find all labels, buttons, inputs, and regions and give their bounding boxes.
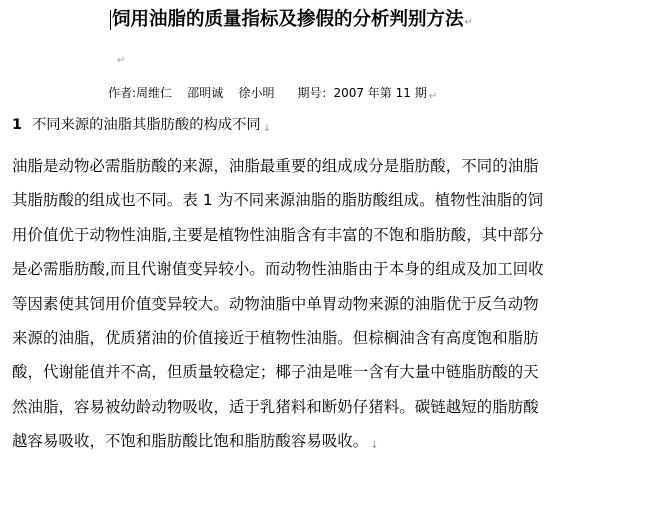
body-line: 用价值优于动物性油脂,主要是植物性油脂含有丰富的不饱和脂肪酸，其中部分 <box>12 225 544 244</box>
section-heading <box>12 115 271 135</box>
paragraph-mark-icon: ↵ <box>464 17 473 28</box>
body-line: 越容易吸收，不饱和脂肪酸比饱和脂肪酸容易吸收。 ↓ <box>12 432 379 452</box>
byline-text: 作者:周维仁 邵明诚 徐小明 期号：2007 年第 11 期 <box>108 86 427 100</box>
body-line: 油脂是动物必需脂肪酸的来源，油脂最重要的组成成分是脂肪酸，不同的油脂 <box>12 157 539 175</box>
paragraph-mark-icon: ↵ <box>117 55 126 66</box>
body-line: 然油脂，容易被幼龄动物吸收，适于乳猪料和断奶仔猪料。碳链越短的脂肪酸 <box>12 397 539 416</box>
body-line: 其脂肪酸的组成也不同。表 1 为不同来源油脂的脂肪酸组成。植物性油脂的饲 <box>12 191 544 210</box>
body-line: 来源的油脂，优质猪油的价值接近于植物性油脂。但棕榈油含有高度饱和脂肪 <box>12 328 539 347</box>
body-line: 酸，代谢能值并不高，但质量较稳定；椰子油是唯一含有大量中链脂肪酸的天 <box>12 363 539 382</box>
section-number: 1 <box>12 117 22 133</box>
byline <box>108 84 437 102</box>
paragraph-mark-icon: ↵ <box>428 91 438 102</box>
document-title: 饲用油脂的质量指标及掺假的分析判别方法 <box>112 9 464 30</box>
line-break-mark-icon: ↓ <box>370 440 379 452</box>
body-line: 等因素使其饲用价值变异较大。动物油脂中单胃动物来源的油脂优于反刍动物 <box>12 294 539 313</box>
section-heading-text: 不同来源的油脂其脂肪酸的构成不同 <box>31 117 261 133</box>
title-line <box>110 6 473 34</box>
body-line: 是必需脂肪酸,而且代谢值变异较小。而动物性油脂由于本身的组成及加工回收 <box>12 260 544 279</box>
body-paragraph <box>12 149 657 459</box>
line-break-mark-icon: ↓ <box>262 123 272 134</box>
text-cursor <box>110 10 111 30</box>
